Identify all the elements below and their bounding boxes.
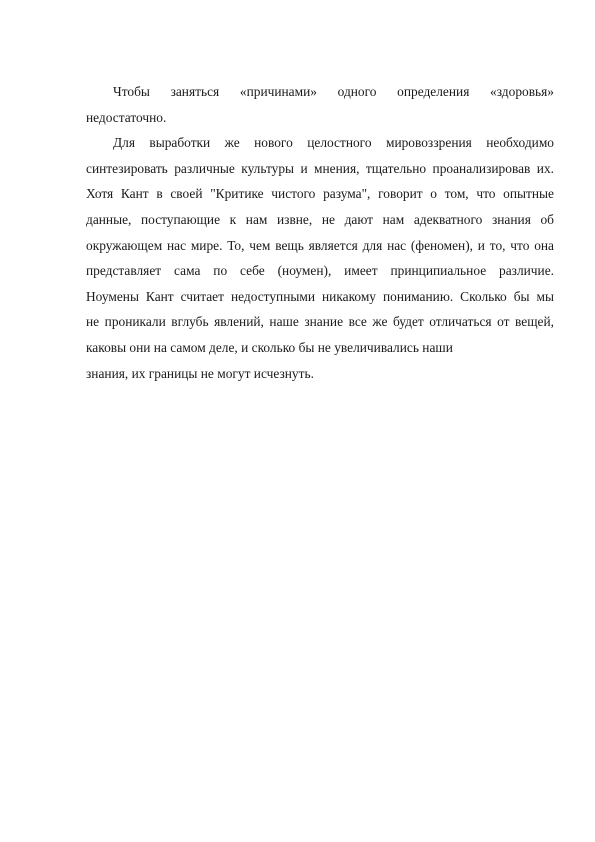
paragraph-2-line-3: Хотя Кант в своей "Критике чистого разума", говорит о том, что опытные bbox=[86, 186, 554, 202]
paragraph-2-line-9: каковы они на самом деле, и сколько бы не увеличивались наши bbox=[86, 339, 453, 355]
paragraph-2-line-4: данные, поступающие к нам извне, не дают нам адекватного знания об bbox=[86, 211, 554, 227]
paragraph-2-line-1: Для выработки же нового целостного мировоззрения необходимо bbox=[113, 135, 554, 151]
paragraph-2-line-8: не проникали вглубь явлений, наше знание все же будет отличаться от вещей, bbox=[86, 314, 554, 330]
paragraph-2-line-5: окружающем нас мире. То, чем вещь является для нас (феномен), и то, что она bbox=[86, 237, 554, 253]
paragraph-2-line-10: знания, их границы не могут исчезнуть. bbox=[86, 365, 314, 381]
paragraph-2 bbox=[86, 130, 554, 386]
paragraph-1-line-1: Чтобы заняться «причинами» одного определения «здоровья» bbox=[113, 84, 554, 99]
paragraph-2-line-7: Ноумены Кант считает недоступными никакому пониманию. Сколько бы мы bbox=[86, 288, 554, 304]
paragraph-2-line-6: представляет сама по себе (ноумен), имеет принципиальное различие. bbox=[86, 263, 554, 279]
document-body bbox=[86, 79, 554, 386]
paragraph-1-line-2: недостаточно. bbox=[86, 109, 167, 125]
paragraph-2-line-2: синтезировать различные культуры и мнения, тщательно проанализировав их. bbox=[86, 160, 554, 176]
paragraph-1 bbox=[86, 79, 554, 130]
